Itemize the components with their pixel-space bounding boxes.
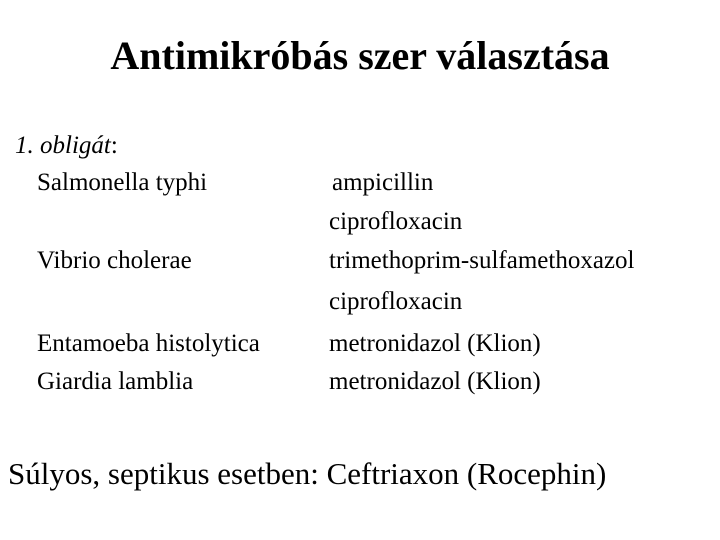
drug-item: ampicillin bbox=[332, 169, 434, 196]
organism-item: Entamoeba histolytica bbox=[37, 330, 260, 357]
organism-item: Giardia lamblia bbox=[37, 368, 194, 395]
section-heading bbox=[15, 128, 118, 164]
drug-item: ciprofloxacin bbox=[329, 208, 463, 235]
page-title: Antimikróbás szer választása bbox=[110, 33, 610, 78]
section-label: obligát bbox=[40, 132, 111, 159]
drug-item: metronidazol (Klion) bbox=[329, 368, 541, 395]
drug-item: ciprofloxacin bbox=[329, 288, 463, 315]
drug-item: metronidazol (Klion) bbox=[329, 330, 541, 357]
drug-item: trimethoprim-sulfamethoxazol bbox=[329, 247, 635, 274]
section-colon: : bbox=[110, 132, 118, 159]
organism-item: Salmonella typhi bbox=[37, 169, 208, 196]
organism-item: Vibrio cholerae bbox=[37, 247, 192, 274]
severe-case-note: Súlyos, septikus esetben: Ceftriaxon (Rocephin) bbox=[8, 456, 607, 491]
section-number: 1. bbox=[15, 132, 34, 159]
